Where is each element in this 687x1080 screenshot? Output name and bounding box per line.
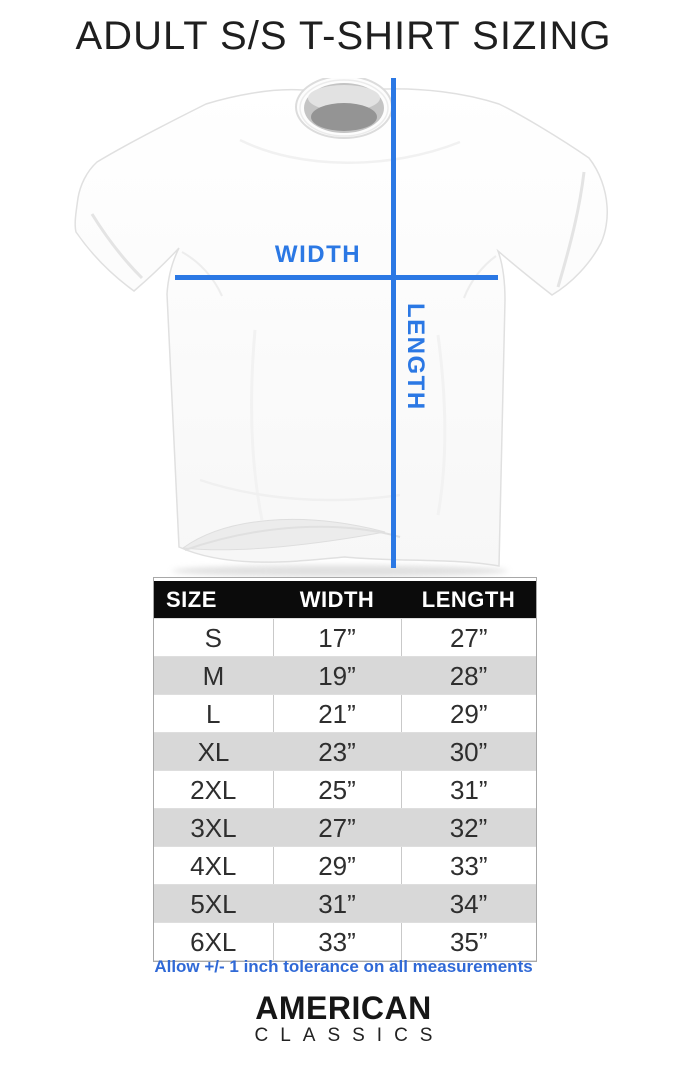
brand-name-american: AMERICAN [255,990,432,1026]
table-cell: M [154,657,273,695]
column-header-width: WIDTH [273,581,401,619]
size-table-body [154,619,536,961]
table-cell: 17” [273,619,401,657]
table-row [154,733,536,771]
table-cell: 31” [401,771,536,809]
table-cell: XL [154,733,273,771]
table-cell: 31” [273,885,401,923]
page-title: ADULT S/S T-SHIRT SIZING [75,14,612,58]
table-cell: 29” [401,695,536,733]
tolerance-note: Allow +/- 1 inch tolerance on all measurements [154,957,533,976]
table-cell: 19” [273,657,401,695]
table-cell: 35” [401,923,536,961]
shirt-shadow [172,565,508,577]
table-row [154,695,536,733]
column-header-length: LENGTH [401,581,536,619]
table-cell: 33” [401,847,536,885]
table-cell: 30” [401,733,536,771]
width-label: WIDTH [274,241,362,268]
table-cell: 23” [273,733,401,771]
table-cell: 25” [273,771,401,809]
table-cell: 4XL [154,847,273,885]
brand-logo [0,992,687,1045]
table-row [154,923,536,961]
length-measure-line [391,78,396,568]
table-row [154,885,536,923]
table-cell: 5XL [154,885,273,923]
table-cell: 21” [273,695,401,733]
width-measure-line [175,275,498,280]
table-cell: 34” [401,885,536,923]
collar [296,78,392,138]
column-header-size: SIZE [154,581,273,619]
table-header-row [154,581,536,619]
table-row [154,619,536,657]
table-cell: L [154,695,273,733]
table-row [154,809,536,847]
length-label: LENGTH [402,303,429,411]
table-row [154,771,536,809]
table-cell: 3XL [154,809,273,847]
table-cell: 27” [273,809,401,847]
table-row [154,657,536,695]
shirt-body [75,89,607,566]
brand-name-classics: CLASSICS [254,1025,445,1046]
table-cell: 27” [401,619,536,657]
table-cell: 28” [401,657,536,695]
table-cell: 29” [273,847,401,885]
tshirt-graphic [0,78,687,578]
table-cell: 32” [401,809,536,847]
table-cell: 33” [273,923,401,961]
table-cell: S [154,619,273,657]
table-cell: 2XL [154,771,273,809]
table-cell: 6XL [154,923,273,961]
size-table [153,577,537,962]
table-row [154,847,536,885]
